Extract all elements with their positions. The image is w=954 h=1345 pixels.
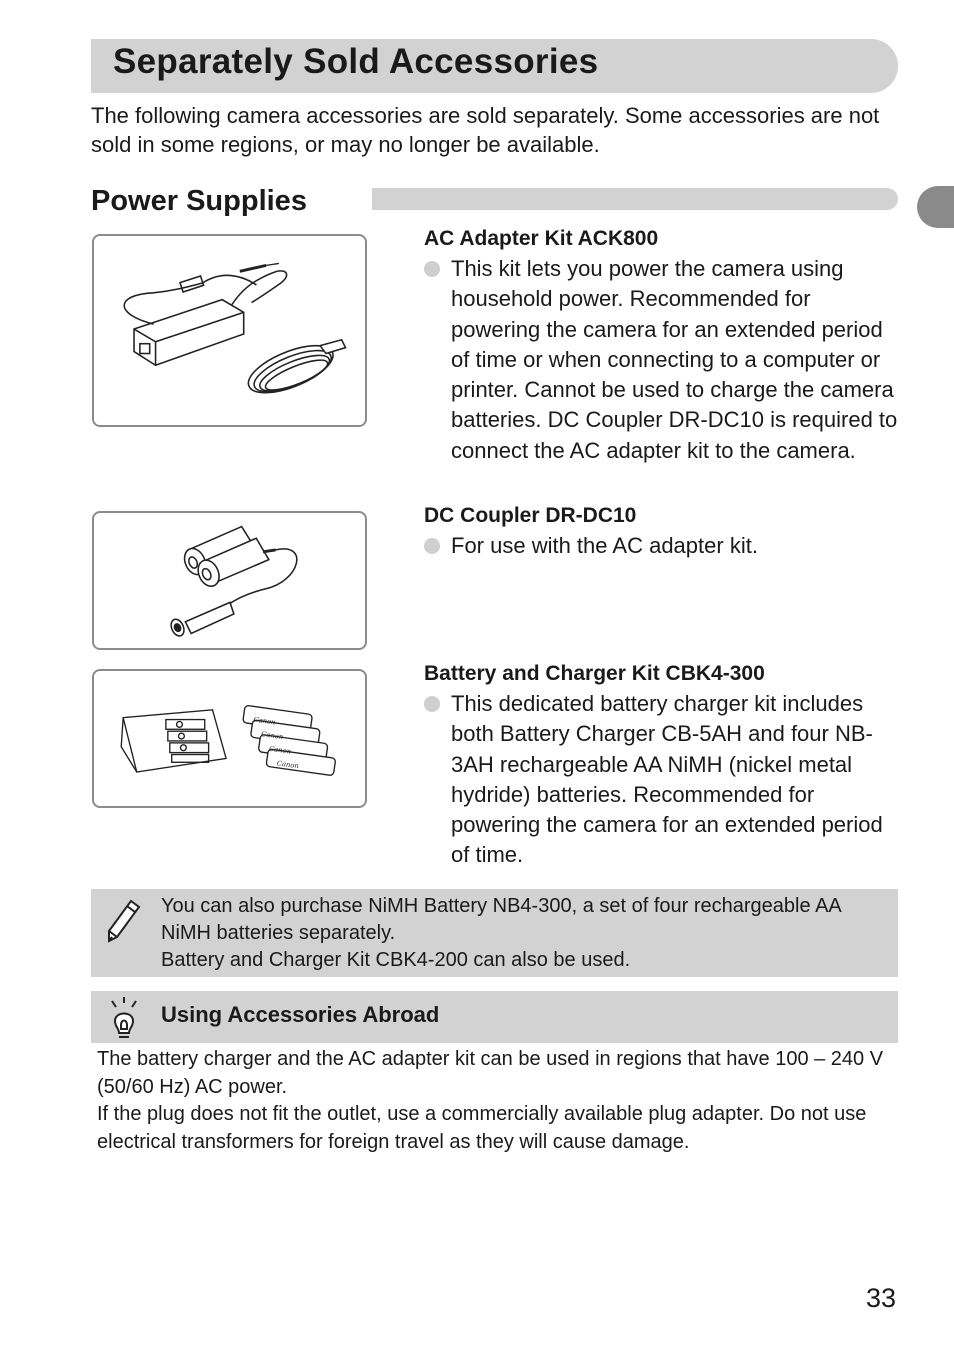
note-line-1: You can also purchase NiMH Battery NB4-300, a set of four rechargeable AA NiMH batteries separately.	[161, 895, 841, 944]
intro-paragraph: The following camera accessories are sold separately. Some accessories are not sold in some regions, or may no longer be available.	[91, 103, 880, 157]
battery-label-4: Canon	[276, 759, 300, 771]
tip-line-1: The battery charger and the AC adapter kit can be used in regions that have 100 – 240 V (50/60 Hz) AC power.	[97, 1048, 884, 1098]
item-desc-dc-coupler	[424, 531, 904, 561]
ac-adapter-drawing	[94, 236, 365, 425]
item-desc-text: For use with the AC adapter kit.	[451, 533, 758, 558]
page-number: 33	[866, 1283, 897, 1313]
tip-line-2: If the plug does not fit the outlet, use a commercially available plug adapter. Do not use electrical transformers for foreign travel as they will cause damage.	[97, 1103, 867, 1153]
note-line-2: Battery and Charger Kit CBK4-200 can also be used.	[161, 949, 631, 971]
section-title: Power Supplies	[91, 185, 307, 217]
battery-charger-drawing	[94, 671, 365, 806]
ac-adapter-illustration	[92, 234, 367, 427]
item-title-ac-adapter: AC Adapter Kit ACK800	[424, 227, 659, 250]
item-desc-text: This kit lets you power the camera using household power. Recommended for powering the camera for an extended period of time or when connecting to a computer or printer. Cannot be used to charge the camera batteries. DC Coupler DR-DC10 is required to connect the AC adapter kit to the camera.	[451, 256, 898, 463]
battery-label-3: Canon	[268, 744, 292, 756]
bullet-icon	[424, 261, 440, 277]
item-desc-text: This dedicated battery charger kit includes both Battery Charger CB-5AH and four NB-3AH rechargeable AA NiMH (nickel metal hydride) batteries. Recommended for powering the camera for an extended period of time.	[451, 691, 883, 868]
chapter-tab	[917, 186, 954, 228]
bullet-icon	[424, 696, 440, 712]
item-title-battery-charger: Battery and Charger Kit CBK4-300	[424, 662, 765, 685]
item-desc-ac-adapter	[424, 254, 904, 466]
bullet-icon	[424, 538, 440, 554]
section-rule	[372, 188, 898, 210]
lightbulb-icon	[107, 995, 141, 1041]
note-text	[161, 893, 896, 974]
item-title-dc-coupler: DC Coupler DR-DC10	[424, 504, 637, 527]
battery-charger-illustration	[92, 669, 367, 808]
tip-title: Using Accessories Abroad	[161, 1002, 440, 1027]
dc-coupler-drawing	[94, 513, 365, 648]
dc-coupler-illustration	[92, 511, 367, 650]
item-desc-battery-charger	[424, 689, 904, 871]
tip-text	[97, 1046, 897, 1156]
battery-label-1: Canon	[253, 715, 276, 727]
battery-label-2: Canon	[260, 730, 284, 742]
pencil-icon	[103, 897, 143, 945]
page-title: Separately Sold Accessories	[113, 42, 599, 81]
